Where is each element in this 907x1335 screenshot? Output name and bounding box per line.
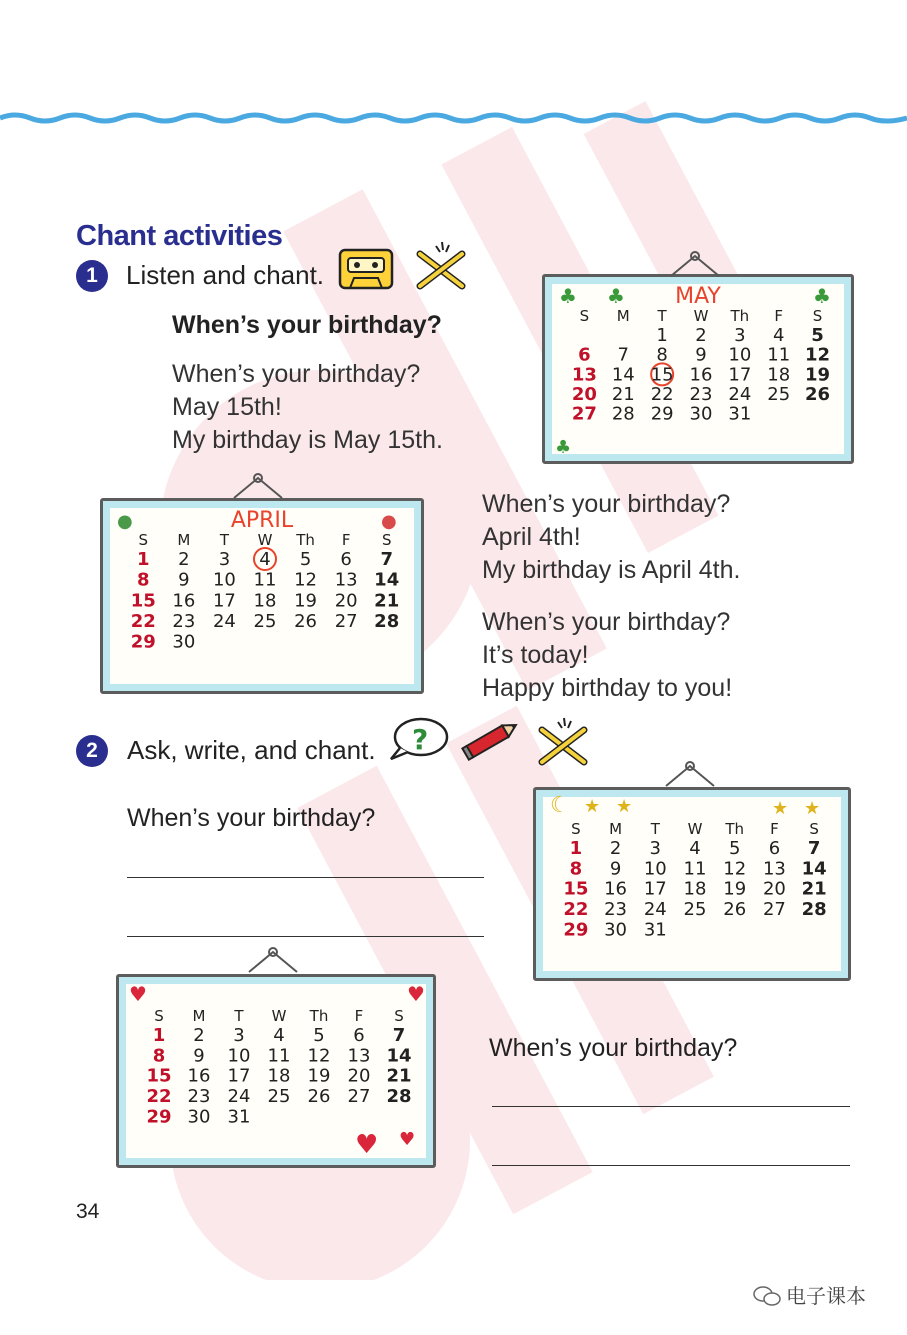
weekday-label: M: [177, 531, 191, 549]
calendar-day: 3: [233, 1025, 245, 1046]
calendar-hanger: [660, 760, 720, 788]
pencil-icon[interactable]: [460, 718, 522, 762]
weekday-label: F: [770, 820, 779, 838]
calendar-day: 8: [152, 1045, 166, 1067]
weekday-label: T: [657, 307, 667, 325]
clover-icon: ♣: [607, 284, 625, 308]
calendar-day: 27: [571, 403, 597, 425]
calendar-day: 17: [212, 590, 236, 612]
calendar-day: 13: [762, 858, 786, 880]
weekday-label: S: [154, 1007, 164, 1025]
calendar-month: APRIL: [230, 508, 294, 533]
crossed-sticks-icon[interactable]: [412, 240, 470, 290]
calendar-day: 14: [374, 569, 400, 591]
weekday-label: Th: [296, 531, 315, 549]
calendar-day: 22: [650, 384, 674, 405]
calendar-day: 4: [772, 325, 785, 346]
weekday-label: Th: [309, 1007, 329, 1025]
answer-line[interactable]: [492, 1165, 850, 1166]
calendar-day: 16: [172, 590, 196, 612]
moon-icon: ☾: [550, 793, 570, 818]
calendar-day: 10: [643, 858, 667, 880]
calendar-day: 5: [728, 838, 741, 859]
calendar-day: 4: [689, 838, 701, 859]
calendar-day: 2: [609, 838, 622, 859]
calendar-month: MAY: [675, 284, 721, 309]
calendar-day: 19: [723, 878, 747, 900]
chant-verse-may: [172, 358, 443, 457]
calendar-day: 11: [253, 569, 277, 591]
activity1-instruction: Listen and chant.: [126, 260, 325, 290]
chant-line: Happy birthday to you!: [482, 674, 733, 702]
calendar-day: 30: [604, 919, 628, 941]
footer-mark: 电子课本: [786, 1286, 866, 1308]
calendar-day: 31: [227, 1106, 251, 1128]
calendar-day: 16: [689, 364, 713, 386]
speech-question-icon[interactable]: [388, 716, 450, 762]
calendar-day: 10: [227, 1045, 251, 1067]
cassette-icon[interactable]: [338, 248, 394, 290]
calendar-day: 1: [569, 838, 583, 859]
calendar-day: 6: [768, 838, 781, 859]
calendar-blank-hearts: [116, 974, 436, 1168]
calendar-day: 15: [146, 1065, 172, 1087]
calendar-day: 11: [683, 858, 707, 880]
calendar-day: 25: [267, 1086, 291, 1107]
weekday-label: S: [812, 307, 823, 325]
weekday-label: F: [354, 1007, 364, 1025]
calendar-day: 20: [334, 590, 358, 612]
calendar-day: 4: [259, 549, 271, 570]
calendar-hanger: [665, 250, 725, 278]
calendar-grid: [545, 277, 851, 461]
calendar-day: 20: [347, 1065, 371, 1087]
calendar-day: 27: [334, 611, 358, 632]
calendar-day: 11: [267, 1045, 291, 1067]
weekday-label: F: [341, 531, 351, 549]
egg-icon: ●: [381, 511, 397, 532]
weekday-label: M: [616, 307, 630, 325]
calendar-day: 4: [273, 1025, 285, 1046]
calendar-day: 12: [307, 1045, 331, 1067]
calendar-day: 14: [386, 1045, 412, 1067]
calendar-day: 10: [728, 344, 752, 366]
calendar-day: 28: [374, 611, 400, 632]
calendar-day: 6: [578, 344, 591, 366]
chant-line: When’s your birthday?: [482, 608, 731, 636]
star-icon: ★: [584, 796, 601, 817]
calendar-day: 14: [611, 364, 635, 386]
weekday-label: S: [579, 307, 590, 325]
calendar-day: 28: [801, 899, 827, 920]
weekday-label: Th: [725, 820, 745, 838]
weekday-label: W: [693, 307, 709, 325]
crossed-sticks-icon[interactable]: [534, 716, 592, 766]
calendar-day: 6: [353, 1025, 365, 1046]
chant-verse-april: [482, 488, 740, 587]
calendar-day: 26: [805, 384, 831, 405]
calendar-day: 28: [611, 403, 635, 425]
calendar-day: 2: [193, 1025, 205, 1046]
calendar-day: 8: [656, 344, 668, 366]
weekday-label: T: [234, 1007, 244, 1025]
chant-line: April 4th!: [482, 523, 581, 551]
svg-text:?: ?: [412, 723, 429, 756]
calendar-day: 31: [728, 403, 752, 425]
calendar-day: 27: [762, 899, 786, 920]
weekday-label: S: [809, 820, 819, 838]
calendar-day: 17: [728, 364, 752, 386]
calendar-day: 30: [172, 631, 196, 653]
answer-line[interactable]: [492, 1106, 850, 1107]
chant-line: When’s your birthday?: [172, 360, 421, 388]
activity-number-2: 2: [76, 735, 108, 767]
calendar-day: 18: [253, 590, 277, 612]
calendar-day: 28: [386, 1086, 412, 1107]
calendar-day: 26: [307, 1086, 331, 1107]
calendar-day: 3: [218, 549, 231, 570]
heart-icon: ♥: [399, 1129, 416, 1150]
weekday-label: Th: [730, 307, 750, 325]
calendar-day: 13: [347, 1045, 371, 1067]
calendar-grid: [536, 790, 848, 978]
weekday-label: S: [571, 820, 581, 838]
calendar-grid: [119, 977, 433, 1165]
chat-bubble-icon: [752, 1284, 782, 1308]
calendar-day: 19: [294, 590, 318, 612]
calendar-day: 31: [643, 919, 667, 941]
calendar-day: 3: [649, 838, 662, 859]
calendar-day: 18: [267, 1065, 291, 1087]
calendar-day: 7: [392, 1025, 406, 1046]
calendar-day: 10: [212, 569, 236, 591]
calendar-day: 9: [193, 1045, 205, 1067]
heart-icon: ♥: [407, 982, 425, 1006]
clover-icon: ♣: [555, 437, 572, 458]
clover-icon: ♣: [813, 284, 831, 308]
calendar-day: 12: [723, 858, 747, 880]
calendar-day: 7: [380, 549, 393, 570]
calendar-day: 13: [571, 364, 597, 386]
calendar-day: 24: [643, 899, 667, 920]
weekday-label: W: [271, 1007, 287, 1025]
weekday-label: M: [192, 1007, 206, 1025]
calendar-day: 7: [807, 838, 821, 859]
calendar-day: 12: [294, 569, 318, 591]
calendar-day: 29: [130, 631, 156, 653]
calendar-day: 27: [347, 1086, 371, 1107]
heart-icon: ♥: [129, 982, 147, 1006]
calendar-day: 16: [187, 1065, 211, 1087]
calendar-day: 29: [146, 1106, 172, 1128]
calendar-may: [542, 274, 854, 464]
question-right: When’s your birthday?: [489, 1034, 738, 1062]
page-number: 34: [76, 1200, 100, 1223]
question-left: When’s your birthday?: [127, 804, 376, 832]
weekday-label: W: [687, 820, 703, 838]
calendar-day: 25: [683, 899, 707, 920]
calendar-day: 5: [299, 549, 312, 570]
chant-title: When’s your birthday?: [172, 311, 442, 339]
calendar-day: 15: [650, 364, 674, 386]
weekday-label: T: [219, 531, 230, 549]
calendar-day: 19: [307, 1065, 331, 1087]
calendar-day: 30: [187, 1106, 211, 1128]
calendar-day: 26: [294, 611, 318, 632]
weekday-label: T: [650, 820, 660, 838]
star-icon: ★: [804, 798, 821, 819]
calendar-day: 8: [137, 569, 150, 591]
chant-verse-today: [482, 606, 732, 705]
calendar-day: 20: [571, 384, 597, 405]
weekday-label: W: [257, 531, 273, 549]
calendar-day: 26: [723, 899, 747, 920]
calendar-day: 22: [146, 1086, 172, 1107]
calendar-hanger: [243, 946, 303, 974]
calendar-day: 6: [340, 549, 352, 570]
calendar-day: 5: [811, 325, 824, 346]
chant-line: It’s today!: [482, 641, 589, 669]
chant-line: My birthday is April 4th.: [482, 556, 741, 584]
calendar-grid: [103, 501, 421, 691]
calendar-day: 8: [569, 858, 583, 880]
calendar-day: 24: [227, 1086, 251, 1107]
calendar-day: 12: [805, 344, 831, 366]
calendar-day: 5: [313, 1025, 325, 1046]
top-wavy-divider: [0, 108, 907, 128]
calendar-day: 21: [374, 590, 400, 612]
calendar-day: 19: [805, 364, 831, 386]
calendar-day: 17: [227, 1065, 251, 1087]
chant-line: My birthday is May 15th.: [172, 426, 443, 454]
calendar-day: 9: [695, 344, 707, 366]
calendar-day: 7: [617, 344, 630, 366]
calendar-day: 18: [683, 878, 707, 900]
calendar-day: 2: [178, 549, 190, 570]
calendar-day: 29: [563, 919, 589, 941]
calendar-day: 2: [695, 325, 707, 346]
calendar-day: 1: [656, 325, 668, 346]
calendar-day: 23: [689, 384, 713, 405]
calendar-day: 21: [801, 878, 827, 900]
star-icon: ★: [772, 798, 789, 819]
calendar-day: 25: [253, 611, 277, 632]
clover-icon: ♣: [559, 284, 577, 308]
calendar-day: 23: [172, 611, 196, 632]
calendar-day: 23: [604, 899, 628, 920]
section-title: Chant activities: [76, 220, 283, 252]
calendar-day: 15: [130, 590, 156, 612]
star-icon: ★: [616, 796, 633, 817]
answer-line[interactable]: [127, 877, 484, 878]
heart-icon: ♥: [355, 1130, 379, 1160]
calendar-day: 25: [767, 384, 791, 405]
calendar-day: 18: [767, 364, 791, 386]
chant-line: May 15th!: [172, 393, 282, 421]
calendar-day: 9: [178, 569, 190, 591]
activity2-instruction: Ask, write, and chant.: [127, 735, 376, 765]
weekday-label: S: [381, 531, 392, 549]
calendar-day: 24: [728, 384, 752, 405]
egg-icon: ●: [117, 511, 133, 532]
calendar-day: 24: [212, 611, 236, 632]
weekday-label: S: [394, 1007, 404, 1025]
calendar-day: 1: [137, 549, 150, 570]
calendar-day: 14: [801, 858, 827, 880]
calendar-hanger: [228, 472, 288, 500]
calendar-day: 11: [767, 344, 791, 366]
calendar-day: 15: [563, 878, 589, 900]
calendar-day: 3: [734, 325, 746, 346]
weekday-label: F: [774, 307, 784, 325]
weekday-label: M: [609, 820, 623, 838]
calendar-day: 17: [643, 878, 667, 900]
calendar-april: [100, 498, 424, 694]
calendar-day: 21: [611, 384, 635, 405]
calendar-day: 16: [604, 878, 628, 900]
answer-line[interactable]: [127, 936, 484, 937]
chant-line: When’s your birthday?: [482, 490, 731, 518]
calendar-day: 13: [334, 569, 358, 591]
calendar-blank-stars: [533, 787, 851, 981]
calendar-day: 21: [386, 1065, 412, 1087]
calendar-day: 20: [762, 878, 786, 900]
weekday-label: S: [138, 531, 149, 549]
calendar-day: 30: [689, 403, 713, 425]
calendar-day: 22: [563, 899, 589, 920]
activity-number-1: 1: [76, 260, 108, 292]
calendar-day: 29: [650, 403, 674, 425]
calendar-day: 9: [609, 858, 622, 880]
calendar-day: 1: [152, 1025, 166, 1046]
calendar-day: 22: [130, 611, 156, 632]
calendar-day: 23: [187, 1086, 211, 1107]
